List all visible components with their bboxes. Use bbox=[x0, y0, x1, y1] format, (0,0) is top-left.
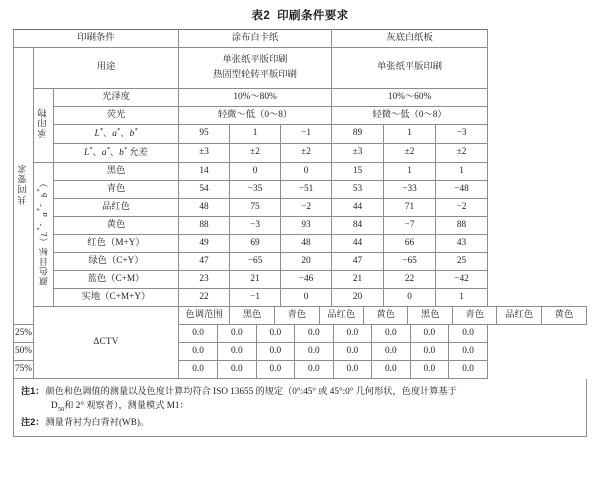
ctv-0-value-5: 0.0 bbox=[372, 325, 411, 342]
color-5-coated-a: −65 bbox=[230, 252, 281, 270]
color-1-grey-b: −48 bbox=[436, 180, 488, 198]
color-1-coated-a: −35 bbox=[230, 180, 281, 198]
note-1 bbox=[21, 384, 579, 398]
color-5-grey-L: 47 bbox=[332, 252, 384, 270]
table-row-color-target bbox=[14, 162, 587, 180]
ctv-ink-header-5: 青色 bbox=[452, 307, 496, 324]
usage-label-cell bbox=[34, 48, 179, 89]
color-3-coated-a: −3 bbox=[230, 216, 281, 234]
ctv-1-value-3: 0.0 bbox=[295, 343, 334, 360]
table-row-lab bbox=[14, 125, 587, 144]
ctv-2-value-6: 0.0 bbox=[410, 361, 449, 378]
group-label-common bbox=[14, 48, 34, 325]
color-4-grey-L: 44 bbox=[332, 234, 384, 252]
ctv-0-value-6: 0.0 bbox=[410, 325, 449, 342]
lab-coated-a: 1 bbox=[230, 125, 281, 144]
group-label-common-text: 共同要求 bbox=[17, 162, 28, 205]
ctv-range-0: 25% bbox=[14, 324, 34, 342]
lab-label: L*、a*、b* bbox=[94, 127, 138, 140]
note-2 bbox=[21, 415, 579, 429]
table-row-color-target bbox=[14, 252, 587, 270]
color-3-grey-b: 88 bbox=[436, 216, 488, 234]
table-row-gloss bbox=[14, 89, 587, 107]
lab-label-cell bbox=[54, 125, 179, 144]
ctv-0-value-0: 0.0 bbox=[179, 325, 218, 342]
ctv-ink-header-7: 黄色 bbox=[554, 309, 574, 320]
color-0-coated-b: 0 bbox=[281, 162, 332, 180]
note-1-continuation bbox=[21, 398, 579, 415]
group-label-color-targets bbox=[34, 162, 54, 306]
group-label-substrate bbox=[34, 89, 54, 163]
ctv-range-1: 50% bbox=[14, 342, 34, 360]
ctv-range-2: 75% bbox=[14, 360, 34, 378]
color-0-coated-a: 0 bbox=[230, 162, 281, 180]
ctv-ink-header-1: 青色 bbox=[275, 307, 319, 324]
color-5-coated-b: 20 bbox=[281, 252, 332, 270]
lab-tolerance-label: L*、a*、b* 允差 bbox=[83, 145, 149, 159]
note-1-text: 颜色和色调值的测量以及色度计算均符合 ISO 13655 的规定（0°:45° 或 45°:0° 几何形状，色度计算基于 bbox=[45, 385, 457, 396]
gloss-coated-cell bbox=[179, 89, 332, 107]
usage-coated-line-2: 热固型轮转平版印刷 bbox=[213, 70, 297, 80]
ctv-1-value-1: 0.0 bbox=[218, 343, 257, 360]
ctv-1-value-7: 0.0 bbox=[462, 345, 474, 356]
lab-tol-grey-b: ±2 bbox=[436, 143, 488, 162]
ctv-ink-header-6: 品红色 bbox=[497, 307, 541, 324]
gloss-grey-value: 10%～60% bbox=[387, 91, 432, 102]
color-5-coated-L: 47 bbox=[179, 252, 230, 270]
color-1-coated-L: 54 bbox=[179, 180, 230, 198]
print-conditions-table bbox=[13, 29, 587, 379]
ctv-label: ΔCTV bbox=[93, 336, 119, 347]
note-1-continuation-text: 和 2° 观察者），测量模式 M1： bbox=[64, 400, 189, 411]
header-substrate-grey bbox=[332, 30, 488, 48]
lab-tol-coated-a: ±2 bbox=[230, 143, 281, 162]
table-row-header bbox=[14, 30, 587, 48]
table-row-usage bbox=[14, 48, 587, 89]
fluorescence-label: 荧光 bbox=[106, 109, 126, 120]
color-name-2: 品红色 bbox=[54, 198, 179, 216]
lab-tol-coated-L: ±3 bbox=[179, 143, 230, 162]
ctv-0-value-2: 0.0 bbox=[256, 325, 295, 342]
color-4-coated-a: 69 bbox=[230, 234, 281, 252]
ctv-0-value-4: 0.0 bbox=[333, 325, 372, 342]
header-condition bbox=[14, 30, 179, 48]
color-0-coated-L: 14 bbox=[179, 162, 230, 180]
color-2-grey-b: −2 bbox=[436, 198, 488, 216]
ctv-values-row-2 bbox=[179, 360, 488, 378]
lab-grey-L: 89 bbox=[332, 125, 384, 144]
ctv-2-value-5: 0.0 bbox=[372, 361, 411, 378]
note-2-label: 注2： bbox=[21, 417, 45, 428]
lab-tol-grey-L: ±3 bbox=[332, 143, 384, 162]
usage-grey-cell bbox=[332, 48, 488, 89]
table-row-ctv-header bbox=[14, 306, 587, 324]
table-row-color-target bbox=[14, 234, 587, 252]
ctv-1-value-0: 0.0 bbox=[179, 343, 218, 360]
color-0-grey-b: 1 bbox=[436, 162, 488, 180]
note-2-text: 测量背衬为白背衬(WB)。 bbox=[45, 417, 150, 428]
ctv-2-value-3: 0.0 bbox=[295, 361, 334, 378]
color-6-grey-a: 22 bbox=[384, 270, 436, 288]
lab-grey-a: 1 bbox=[384, 125, 436, 144]
lab-coated-L: 95 bbox=[179, 125, 230, 144]
ctv-ink-header-0: 黑色 bbox=[230, 307, 274, 324]
note-1-illuminant-subscript: 50 bbox=[57, 406, 65, 414]
usage-coated-cell bbox=[179, 48, 332, 89]
table-notes bbox=[13, 379, 587, 437]
ctv-ink-header-4: 黑色 bbox=[408, 307, 452, 324]
color-7-coated-b: 0 bbox=[281, 288, 332, 306]
color-1-coated-b: −51 bbox=[281, 180, 332, 198]
color-3-coated-b: 93 bbox=[281, 216, 332, 234]
table-row-color-target bbox=[14, 216, 587, 234]
note-1-illuminant: D bbox=[51, 400, 58, 411]
usage-coated-line-1: 单张纸平版印刷 bbox=[222, 54, 288, 65]
table-row-color-target bbox=[14, 288, 587, 306]
ctv-1-value-4: 0.0 bbox=[333, 343, 372, 360]
lab-coated-b: −1 bbox=[281, 125, 332, 144]
page-title bbox=[0, 0, 600, 29]
group-label-color-targets-text: 颜色目标（L*、a*、b*） bbox=[36, 178, 50, 286]
color-4-coated-L: 49 bbox=[179, 234, 230, 252]
ctv-range-header: 色调范围 bbox=[185, 309, 223, 320]
header-substrate-coated bbox=[179, 30, 332, 48]
header-condition-label: 印刷条件 bbox=[77, 32, 115, 43]
usage-grey-label: 单张纸平版印刷 bbox=[376, 62, 443, 73]
color-name-4: 红色（M+Y） bbox=[54, 234, 179, 252]
ctv-label-cell bbox=[34, 306, 179, 378]
color-name-1: 青色 bbox=[54, 180, 179, 198]
ctv-ink-header-3: 黄色 bbox=[363, 307, 407, 324]
color-2-coated-a: 75 bbox=[230, 198, 281, 216]
color-name-7: 实地（C+M+Y） bbox=[54, 288, 179, 306]
ctv-2-value-2: 0.0 bbox=[256, 361, 295, 378]
ctv-ink-header-2: 品红色 bbox=[319, 307, 363, 324]
color-3-grey-a: −7 bbox=[384, 216, 436, 234]
ctv-2-value-7: 0.0 bbox=[462, 363, 474, 374]
color-7-coated-a: −1 bbox=[230, 288, 281, 306]
lab-tolerance-label-cell bbox=[54, 143, 179, 162]
color-name-5: 绿色（C+Y） bbox=[54, 252, 179, 270]
gloss-coated-value: 10%～80% bbox=[233, 91, 277, 102]
group-label-substrate-text: 承印物 bbox=[37, 107, 48, 139]
color-name-3: 黄色 bbox=[54, 216, 179, 234]
color-1-grey-a: −33 bbox=[384, 180, 436, 198]
color-2-grey-L: 44 bbox=[332, 198, 384, 216]
ctv-1-value-6: 0.0 bbox=[410, 343, 449, 360]
ctv-range-header-cell bbox=[179, 306, 230, 324]
color-4-grey-b: 43 bbox=[436, 234, 488, 252]
ctv-2-value-0: 0.0 bbox=[179, 361, 218, 378]
ctv-2-value-4: 0.0 bbox=[333, 361, 372, 378]
fluorescence-grey-value: 轻微～低（0～8） bbox=[372, 109, 447, 120]
color-0-grey-L: 15 bbox=[332, 162, 384, 180]
color-2-coated-L: 48 bbox=[179, 198, 230, 216]
table-row-fluorescence bbox=[14, 107, 587, 125]
lab-grey-b: −3 bbox=[436, 125, 488, 144]
color-4-coated-b: 48 bbox=[281, 234, 332, 252]
fluorescence-label-cell bbox=[54, 107, 179, 125]
gloss-label-cell bbox=[54, 89, 179, 107]
ctv-ink-headers-cell bbox=[230, 306, 587, 324]
table-row-color-target bbox=[14, 198, 587, 216]
color-3-coated-L: 88 bbox=[179, 216, 230, 234]
ctv-0-value-3: 0.0 bbox=[295, 325, 334, 342]
ctv-1-value-2: 0.0 bbox=[256, 343, 295, 360]
color-2-grey-a: 71 bbox=[384, 198, 436, 216]
table-number: 表2 bbox=[251, 10, 271, 22]
gloss-grey-cell bbox=[332, 89, 488, 107]
ctv-0-value-1: 0.0 bbox=[218, 325, 257, 342]
color-5-grey-a: −65 bbox=[384, 252, 436, 270]
table-row-lab-tolerance bbox=[14, 143, 587, 162]
lab-tol-grey-a: ±2 bbox=[384, 143, 436, 162]
color-7-coated-L: 22 bbox=[179, 288, 230, 306]
gloss-label: 光泽度 bbox=[102, 91, 130, 102]
color-5-grey-b: 25 bbox=[436, 252, 488, 270]
color-0-grey-a: 1 bbox=[384, 162, 436, 180]
usage-label: 用途 bbox=[96, 62, 116, 73]
color-name-0: 黑色 bbox=[54, 162, 179, 180]
table-row-color-target bbox=[14, 180, 587, 198]
color-7-grey-a: 0 bbox=[384, 288, 436, 306]
fluorescence-grey-cell bbox=[332, 107, 488, 125]
fluorescence-coated-value: 轻微～低（0～8） bbox=[217, 109, 293, 120]
color-4-grey-a: 66 bbox=[384, 234, 436, 252]
ctv-values-row-0 bbox=[179, 324, 488, 342]
table-title-text: 印刷条件要求 bbox=[277, 10, 349, 22]
color-3-grey-L: 84 bbox=[332, 216, 384, 234]
color-6-coated-a: 21 bbox=[230, 270, 281, 288]
color-6-coated-b: −46 bbox=[281, 270, 332, 288]
ctv-2-value-1: 0.0 bbox=[218, 361, 257, 378]
ctv-values-row-1 bbox=[179, 342, 488, 360]
ctv-0-value-7: 0.0 bbox=[462, 327, 474, 338]
color-1-grey-L: 53 bbox=[332, 180, 384, 198]
header-substrate-coated-label: 涂布白卡纸 bbox=[231, 32, 279, 43]
color-7-grey-L: 20 bbox=[332, 288, 384, 306]
color-6-coated-L: 23 bbox=[179, 270, 230, 288]
usage-coated-lines bbox=[179, 50, 331, 87]
table-row-color-target bbox=[14, 270, 587, 288]
lab-tol-coated-b: ±2 bbox=[281, 143, 332, 162]
color-6-grey-b: −42 bbox=[436, 270, 488, 288]
color-6-grey-L: 21 bbox=[332, 270, 384, 288]
header-substrate-grey-label: 灰底白纸板 bbox=[386, 32, 433, 43]
color-name-6: 蓝色（C+M） bbox=[54, 270, 179, 288]
note-1-label: 注1： bbox=[21, 385, 45, 396]
color-2-coated-b: −2 bbox=[281, 198, 332, 216]
ctv-1-value-5: 0.0 bbox=[372, 343, 411, 360]
color-7-grey-b: 1 bbox=[436, 288, 488, 306]
fluorescence-coated-cell bbox=[179, 107, 332, 125]
